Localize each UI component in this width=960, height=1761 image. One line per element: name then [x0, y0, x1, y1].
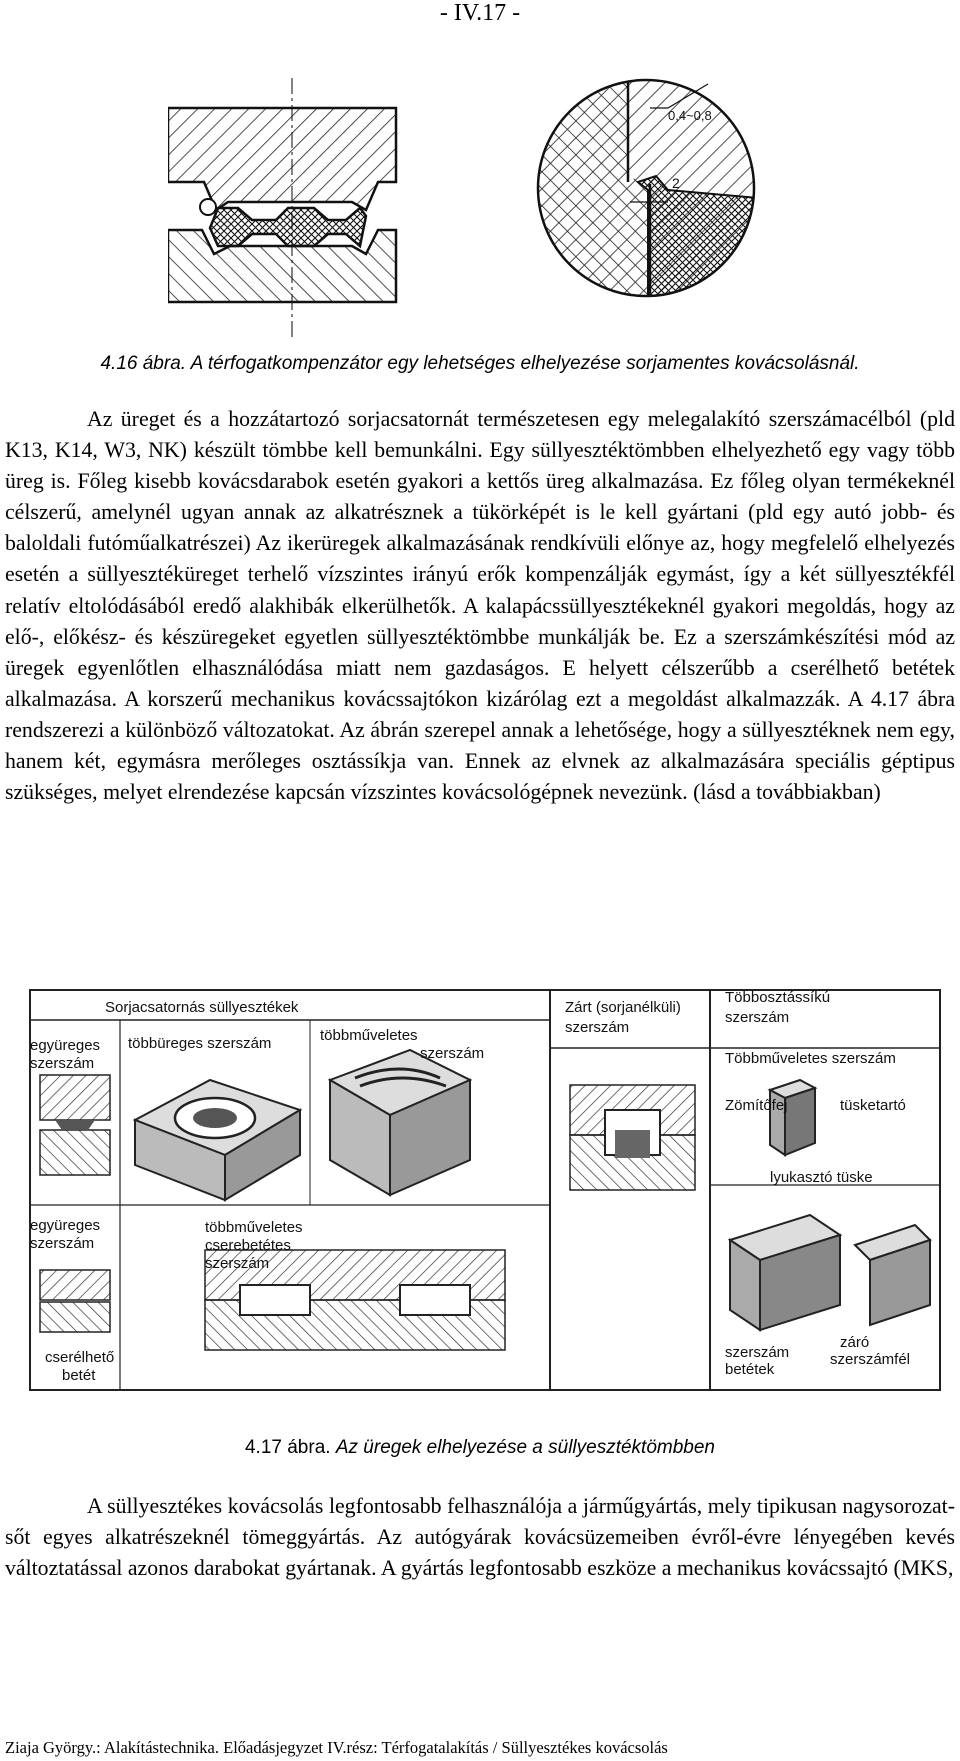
- label-header-mid-2: szerszám: [565, 1019, 630, 1036]
- label-single-cavity-b-1: együreges: [30, 1217, 101, 1234]
- die-sketch-horizontal-forging: [770, 1080, 815, 1155]
- label-closing-half-2: szerszámfél: [830, 1351, 911, 1368]
- label-closing-half-1: záró: [840, 1334, 870, 1351]
- page-number: - IV.17 -: [439, 0, 521, 26]
- figure-4-16: [168, 70, 808, 350]
- label-single-cavity-b-2: szerszám: [30, 1235, 95, 1252]
- page-footer: Ziaja György.: Alakítástechnika. Előadásjegyzet IV.rész: Térfogatalakítás / Süllyesztékes kovácsolás: [5, 1738, 668, 1757]
- label-header-left: Sorjacsatornás süllyesztékek: [105, 999, 299, 1016]
- paragraph-2: [5, 1491, 955, 1584]
- label-single-cavity-1: együreges: [30, 1037, 101, 1054]
- figure-4-17: [10, 960, 955, 1410]
- dimension-label-b: 2: [672, 175, 680, 191]
- label-multi-op-right: Többműveletes szerszám: [725, 1050, 896, 1067]
- dimension-label-a: 0,4~0,8: [668, 108, 712, 123]
- figure-4-16-caption: [0, 353, 960, 375]
- label-tool-inserts-2: betétek: [725, 1361, 775, 1378]
- label-multi-cavity: többüreges szerszám: [128, 1035, 272, 1052]
- detail-circle: [538, 80, 758, 300]
- label-ram: Zömítőfej: [725, 1097, 788, 1114]
- label-multi-op-1: többműveletes: [320, 1027, 418, 1044]
- caption-text: A térfogatkompenzátor egy lehetséges elhelyezése sorjamentes kovácsolásnál.: [190, 353, 860, 374]
- label-replaceable-2: betét: [62, 1367, 96, 1384]
- label-tool-inserts-1: szerszám: [725, 1344, 790, 1361]
- caption-text: Az üregek elhelyezése a süllyesztéktömbben: [335, 1437, 715, 1458]
- caption-label: 4.17 ábra.: [244, 1437, 331, 1458]
- die-cross-section: [168, 78, 396, 340]
- label-multi-insert-3: szerszám: [205, 1255, 270, 1272]
- label-single-cavity-2: szerszám: [30, 1055, 95, 1072]
- paragraph-1: [5, 404, 955, 808]
- die-sketch-closed: [570, 1085, 695, 1190]
- label-header-right-2: szerszám: [725, 1009, 790, 1026]
- label-multi-insert-1: többműveletes: [205, 1219, 303, 1236]
- label-multi-insert-2: cserebetétes: [205, 1237, 291, 1254]
- die-sketch-multi-operation: [330, 1050, 470, 1195]
- label-header-mid-1: Zárt (sorjanélküli): [565, 999, 681, 1016]
- die-sketch-split-die: [730, 1215, 930, 1330]
- label-replaceable-1: cserélhető: [45, 1349, 115, 1366]
- label-header-right-1: Többosztássíkú: [725, 989, 831, 1006]
- die-sketch-single-cavity: [40, 1075, 110, 1175]
- paragraph-1-text: Az üreget és a hozzátartozó sorjacsatornát természetesen egy melegalakító szerszámacélból (pld K13, K14, W3, NK) készült tömbbe kell bemunkálni. Egy süllyesztéktömbben elhelyezhető egy vagy több üreg is. Főleg kisebb kovácsdarabok esetén gyakori a kettős üreg alkalmazása. Ez főleg olyan termékeknél célszerű, amelynél ugyan annak az alkatrésznek a tükörképét is le kell gyártani (pld egy autó jobb- és baloldali futóműalkatrészei) Az ikerüregek alkalmazásának rendkívüli előnye az, hogy megfelelő elhelyezés esetén a süllyesztéküreget terhelő vízszintes irányú erők kompenzálják egymást, így a két süllyesztékfél relatív eltolódásából eredő alakhibák elkerülhetők. A kalapácssüllyesztékeknél gyakori megoldás, hogy az elő-, előkész- és készüregeket egyetlen süllyesztéktömbbe munkálják be. Ez a szerszámkészítési mód az üregek egyenlőtlen elhasználódása miatt nem gazdaságos. E helyett célszerűbb a cserélhető betétek alkalmazása. A korszerű mechanikus kovácssajtókon kizárólag ezt a megoldást alkalmazzák. A 4.17 ábra rendszerezi a különböző változatokat. Az ábrán szerepel annak a lehetősége, hogy a süllyesztéknek nem egy, hanem két, egymásra merőleges osztássíkja van. Ennek az elvnek az alkalmazására speciális géptipus szükséges, melyet elrendezése kapcsán vízszintes kovácsológépnek nevezünk. (lásd a továbbiakban): [5, 407, 955, 805]
- label-multi-op-2: szerszám: [420, 1045, 485, 1062]
- die-sketch-multi-cavity: [135, 1080, 300, 1200]
- caption-label: 4.16 ábra.: [100, 353, 187, 374]
- die-sketch-insert-die: [40, 1250, 505, 1350]
- figure-4-17-caption: [0, 1437, 960, 1459]
- label-pin-holder: tüsketartó: [840, 1097, 906, 1114]
- label-piercing-pin: lyukasztó tüske: [770, 1169, 873, 1186]
- paragraph-2-text: A süllyesztékes kovácsolás legfontosabb felhasználója a járműgyártás, mely tipikusan nagysorozat- sőt egyes alkatrészeknél tömeggyártás. Az autógyárak kovácsüzemeiben évről-évre lényegében kevés változtatással azonos darabokat gyártanak. A gyártás legfontosabb eszköze a mechanikus kovácssajtó (MKS,: [5, 1494, 955, 1581]
